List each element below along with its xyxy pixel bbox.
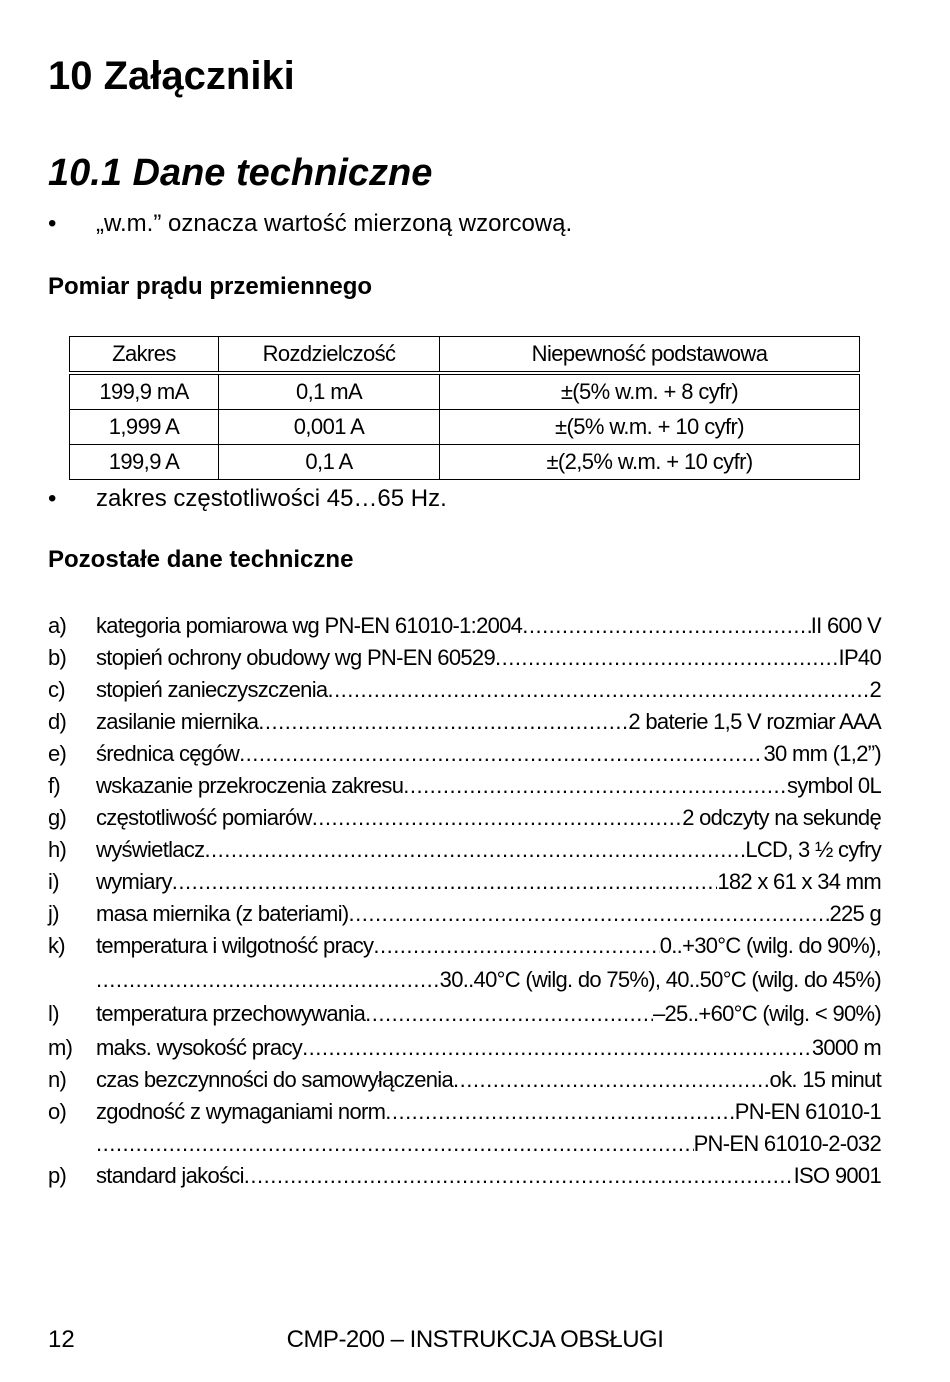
list-item <box>48 706 881 738</box>
item-name: czas bezczynności do samowyłączenia <box>96 1067 454 1092</box>
list-item <box>48 802 881 834</box>
item-value: 182 x 61 x 34 mm <box>717 869 881 894</box>
item-name: wskazanie przekroczenia zakresu <box>96 773 404 798</box>
note-text: „w.m.” oznacza wartość mierzoną wzorcową. <box>96 210 573 237</box>
item-name: wymiary <box>96 869 172 894</box>
dot-leader <box>453 1064 770 1096</box>
item-value: 30 mm (1,2”) <box>763 741 881 766</box>
dot-leader <box>327 674 869 706</box>
table-header-cell: Zakres <box>70 337 219 374</box>
item-label: h) <box>48 837 67 862</box>
table-cell: 0,1 mA <box>219 373 440 410</box>
item-value: 30..40°C (wilg. do 75%), 40..50°C (wilg. do 45%) <box>439 967 881 992</box>
dot-leader <box>244 1160 794 1192</box>
dot-leader <box>385 1096 735 1128</box>
table-cell: 199,9 mA <box>70 373 219 410</box>
list-item <box>48 1096 881 1128</box>
item-label: j) <box>48 901 59 926</box>
table-row <box>70 445 860 480</box>
table-header-row <box>70 337 860 374</box>
dot-leader <box>522 610 811 642</box>
item-name: standard jakości <box>96 1163 244 1188</box>
item-value: 0..+30°C (wilg. do 90%), <box>659 933 881 958</box>
dot-leader <box>302 1032 812 1064</box>
dot-leader <box>365 998 653 1030</box>
ac-section-title: Pomiar prądu przemiennego <box>48 273 373 300</box>
item-label: m) <box>48 1035 73 1060</box>
list-item <box>48 770 881 802</box>
item-label: k) <box>48 933 65 958</box>
item-value: –25..+60°C (wilg. < 90%) <box>652 1001 881 1026</box>
item-name: temperatura przechowywania <box>96 1001 366 1026</box>
list-item <box>48 610 881 642</box>
item-name: stopień zanieczyszczenia <box>96 677 328 702</box>
table-cell: 1,999 A <box>70 410 219 445</box>
dot-leader <box>349 898 830 930</box>
chapter-title: 10 Załączniki <box>48 54 295 98</box>
table-cell: 0,1 A <box>219 445 440 480</box>
frequency-text: zakres częstotliwości 45…65 Hz. <box>96 485 447 512</box>
item-value: II 600 V <box>810 613 881 638</box>
list-item <box>48 1032 881 1064</box>
item-value: symbol 0L <box>787 773 881 798</box>
item-name: zgodność z wymaganiami norm <box>96 1099 386 1124</box>
ac-current-table <box>69 336 860 480</box>
item-name: kategoria pomiarowa wg PN-EN 61010-1:2004 <box>96 613 523 638</box>
item-label: f) <box>48 773 61 798</box>
table-cell: ±(5% w.m. + 10 cyfr) <box>440 410 860 445</box>
dot-leader <box>403 770 787 802</box>
list-item-continuation <box>48 964 881 998</box>
list-item-continuation <box>48 1128 881 1160</box>
item-value: 2 <box>869 677 881 702</box>
dot-leader <box>96 964 440 996</box>
dot-leader <box>239 738 763 770</box>
item-value: PN-EN 61010-1 <box>734 1099 881 1124</box>
section-title: 10.1 Dane techniczne <box>48 152 433 194</box>
item-label: i) <box>48 869 59 894</box>
bullet-icon: • <box>48 210 57 237</box>
item-label: a) <box>48 613 67 638</box>
table-cell: 0,001 A <box>219 410 440 445</box>
item-label: n) <box>48 1067 67 1092</box>
item-label: g) <box>48 805 67 830</box>
list-item <box>48 642 881 674</box>
list-item <box>48 1160 881 1192</box>
item-name: częstotliwość pomiarów <box>96 805 312 830</box>
list-item <box>48 738 881 770</box>
item-value: ok. 15 minut <box>769 1067 881 1092</box>
dot-leader <box>96 1128 694 1160</box>
item-name: temperatura i wilgotność pracy <box>96 933 374 958</box>
item-name: maks. wysokość pracy <box>96 1035 303 1060</box>
list-item <box>48 834 881 866</box>
page-number: 12 <box>48 1326 75 1353</box>
dot-leader <box>258 706 628 738</box>
item-label: c) <box>48 677 65 702</box>
item-value: 2 odczyty na sekundę <box>682 805 881 830</box>
item-value: PN-EN 61010-2-032 <box>693 1131 881 1156</box>
item-label: p) <box>48 1163 67 1188</box>
item-label: o) <box>48 1099 67 1124</box>
item-value: 225 g <box>829 901 881 926</box>
dot-leader <box>495 642 839 674</box>
dot-leader <box>312 802 683 834</box>
item-name: średnica cęgów <box>96 741 240 766</box>
table-cell: ±(5% w.m. + 8 cyfr) <box>440 373 860 410</box>
item-name: stopień ochrony obudowy wg PN-EN 60529 <box>96 645 495 670</box>
item-name: wyświetlacz <box>96 837 205 862</box>
table-header-cell: Rozdzielczość <box>219 337 440 374</box>
dot-leader <box>373 930 659 962</box>
dot-leader <box>172 866 718 898</box>
item-label: b) <box>48 645 67 670</box>
table-cell: ±(2,5% w.m. + 10 cyfr) <box>440 445 860 480</box>
list-item <box>48 998 881 1032</box>
spec-list <box>48 610 881 1192</box>
table-cell: 199,9 A <box>70 445 219 480</box>
list-item <box>48 674 881 706</box>
item-value: ISO 9001 <box>793 1163 881 1188</box>
bullet-icon: • <box>48 485 57 512</box>
item-value: 3000 m <box>811 1035 881 1060</box>
item-label: e) <box>48 741 67 766</box>
footer-title: CMP-200 – INSTRUKCJA OBSŁUGI <box>286 1326 664 1353</box>
list-item <box>48 898 881 930</box>
other-section-title: Pozostałe dane techniczne <box>48 546 354 573</box>
table-row <box>70 373 860 410</box>
dot-leader <box>204 834 745 866</box>
table-row <box>70 410 860 445</box>
item-name: masa miernika (z bateriami) <box>96 901 349 926</box>
list-item <box>48 866 881 898</box>
item-value: LCD, 3 ½ cyfry <box>745 837 881 862</box>
item-label: d) <box>48 709 67 734</box>
list-item <box>48 930 881 964</box>
table-header-cell: Niepewność podstawowa <box>440 337 860 374</box>
item-value: IP40 <box>838 645 881 670</box>
item-label: l) <box>48 1001 59 1026</box>
list-item <box>48 1064 881 1096</box>
item-value: 2 baterie 1,5 V rozmiar AAA <box>628 709 881 734</box>
item-name: zasilanie miernika <box>96 709 259 734</box>
